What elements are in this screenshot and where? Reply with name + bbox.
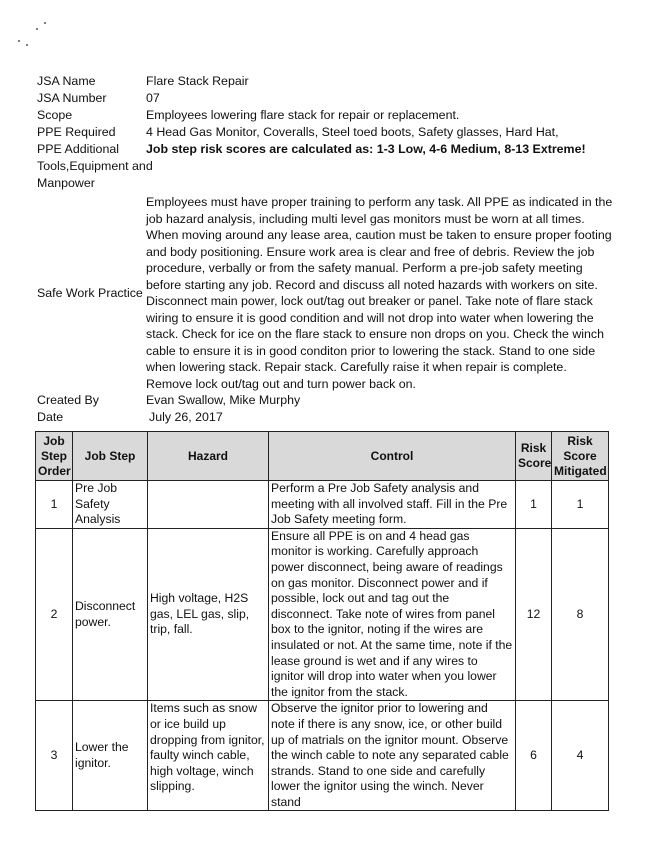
scope-label: Scope xyxy=(37,108,73,122)
risk-score-mitigated: 8 xyxy=(552,528,609,701)
safe-work-row xyxy=(37,194,617,392)
ppe-required-label: PPE Required xyxy=(37,125,116,139)
risk-score: 1 xyxy=(516,481,552,529)
step-hazard: Items such as snow or ice build up dropping from ignitor, faulty winch cable, high voltage, winch slipping. xyxy=(148,701,269,811)
scan-specks xyxy=(14,20,54,50)
ppe-additional-value: Job step risk scores are calculated as: 1-3 Low, 4-6 Medium, 8-13 Extreme! xyxy=(146,142,586,156)
scope-row xyxy=(37,107,617,124)
date-row xyxy=(37,409,617,426)
step-order: 2 xyxy=(36,528,73,701)
date-value: July 26, 2017 xyxy=(149,410,223,424)
jsa-name-value: Flare Stack Repair xyxy=(146,74,249,88)
ppe-required-value: 4 Head Gas Monitor, Coveralls, Steel toed boots, Safety glasses, Hard Hat, xyxy=(146,125,559,139)
created-by-value: Evan Swallow, Mike Murphy xyxy=(146,393,301,407)
jsa-name-label: JSA Name xyxy=(37,74,96,88)
col-job-step: Job Step xyxy=(73,432,148,481)
scope-value: Employees lowering flare stack for repair or replacement. xyxy=(146,108,460,122)
step-control: Observe the ignitor prior to lowering and note if there is any snow, ice, or other build up of matrials on the ignitor mount. Observe the winch cable to note any separated cable strands. Stand to one side and carefully lower the ignitor using the winch. Never stand xyxy=(269,701,516,811)
table-row xyxy=(36,481,609,529)
jsa-header xyxy=(37,73,617,426)
ppe-additional-label: PPE Additional xyxy=(37,142,119,156)
step-order: 3 xyxy=(36,701,73,811)
jsa-number-row xyxy=(37,90,617,107)
col-risk-score-mitigated: Risk Score Mitigated xyxy=(552,432,609,481)
col-control: Control xyxy=(269,432,516,481)
step-hazard: High voltage, H2S gas, LEL gas, slip, trip, fall. xyxy=(148,528,269,701)
risk-score: 6 xyxy=(516,701,552,811)
step-control: Perform a Pre Job Safety analysis and meeting with all involved staff. Fill in the Pre Job Safety meeting form. xyxy=(269,481,516,529)
table-header-row xyxy=(36,432,609,481)
step-order: 1 xyxy=(36,481,73,529)
table-row xyxy=(36,701,609,811)
ppe-additional-row xyxy=(37,141,617,158)
date-label: Date xyxy=(37,410,64,424)
tools-row xyxy=(37,158,617,192)
created-by-row xyxy=(37,392,617,409)
jsa-name-row xyxy=(37,73,617,90)
step-name: Disconnect power. xyxy=(73,528,148,701)
step-control: Ensure all PPE is on and 4 head gas monitor is working. Carefully approach power disconnect, being aware of readings on gas monitor. Disconnect power and if possible, lock out and tag out the disconnect. Take note of wires from panel box to the ignitor, noting if the wires are insulated or not. At the same time, note if the lease ground is wet and if any wires to ignitor will drop into water when you lower the ignitor from the stack. xyxy=(269,528,516,701)
step-hazard xyxy=(148,481,269,529)
col-job-step-order: Job Step Order xyxy=(36,432,73,481)
created-by-label: Created By xyxy=(37,393,99,407)
table-row xyxy=(36,528,609,701)
col-risk-score: Risk Score xyxy=(516,432,552,481)
safe-work-text: Employees must have proper training to perform any task. All PPE as indicated in the job hazard analysis, including multi level gas monitors must be worn at all times. When moving around any lease area, caution must be taken to ensure proper footing and body positioning. Ensure work area is clear and free of debris. Review the job procedure, verbally or from the safety manual. Perform a pre-job safety meeting before starting any job. Record and discuss all noted hazards with workers on site. Disconnect main power, lock out/tag out breaker or panel. Take note of flare stack wiring to ensure it is good condition and will not drop into water when lowering the stack. Check for ice on the flare stack to ensure non drops on you. Check the winch cable to ensure it is in good conditon prior to lowering the stack. Stand to one side when lowering stack. Repair stack. Carefully raise it when repair is complete. Remove lock out/tag out and turn power back on. xyxy=(146,195,613,391)
col-hazard: Hazard xyxy=(148,432,269,481)
risk-score-mitigated: 1 xyxy=(552,481,609,529)
risk-score: 12 xyxy=(516,528,552,701)
job-step-table xyxy=(35,431,609,811)
jsa-number-value: 07 xyxy=(146,91,160,105)
step-name: Lower the ignitor. xyxy=(73,701,148,811)
step-name: Pre Job Safety Analysis xyxy=(73,481,148,529)
risk-score-mitigated: 4 xyxy=(552,701,609,811)
jsa-number-label: JSA Number xyxy=(37,91,107,105)
safe-work-label: Safe Work Practice xyxy=(37,285,143,300)
tools-label: Tools,Equipment and Manpower xyxy=(37,159,153,190)
ppe-required-row xyxy=(37,124,617,141)
